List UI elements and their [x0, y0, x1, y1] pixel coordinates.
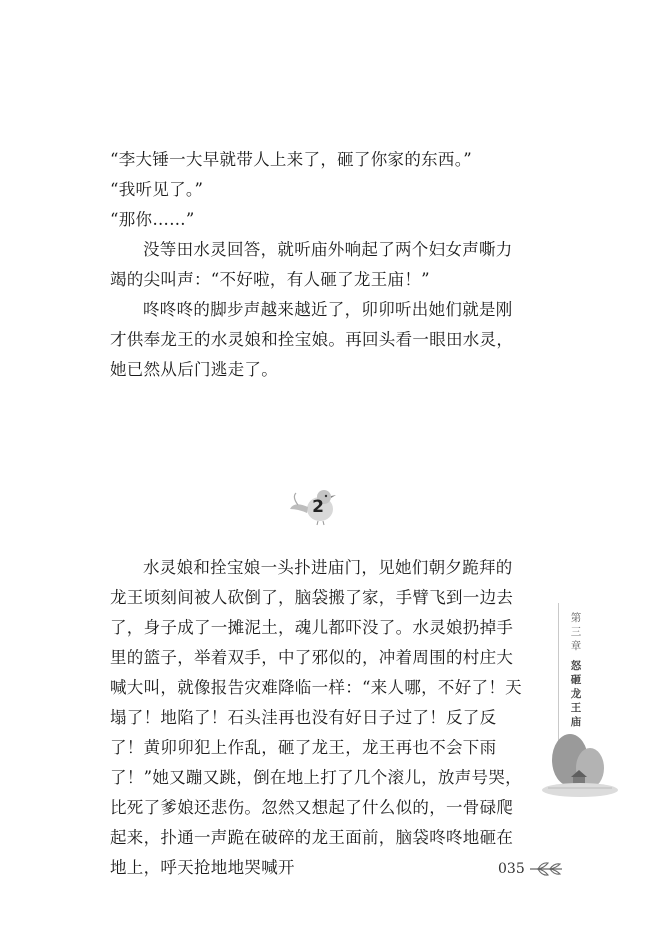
tree-house-illustration — [540, 730, 620, 802]
paragraph: “李大锤一大早就带人上来了，砸了你家的东西。” — [110, 150, 473, 169]
paragraph: “那你……” — [110, 210, 195, 229]
paragraph: 水灵娘和拴宝娘一头扑进庙门，见她们朝夕跪拜的龙王顷刻间被人砍倒了，脑袋搬了家，手臂飞到一边去了，身子成了一摊泥土，魂儿都吓没了。水灵娘扔掉手里的篮子，举着双手，中了邪似的，冲着周围的村庄大喊大叫，就像报告灾难降临一样：“来人哪，不好了！天塌了！地陷了！石头洼再也没有好日子过了！反了反了！黄卯卯犯上作乱，砸了龙王，龙王再也不会下雨了！”她又蹦又跳，倒在地上打了几个滚儿，放声号哭，比死了爹娘还悲伤。忽然又想起了什么似的，一骨碌爬起来，扑通一声跪在破碎的龙王面前，脑袋咚咚地砸在地上，呼天抢地地哭喊开 — [110, 558, 522, 877]
section-one-text — [110, 145, 528, 385]
paragraph: 没等田水灵回答，就听庙外响起了两个妇女声嘶力竭的尖叫声：“不好啦，有人砸了龙王庙！” — [110, 240, 513, 289]
section-two-text — [110, 553, 528, 883]
section-number: 2 — [312, 497, 324, 517]
chapter-title: 怒砸龙王庙 — [570, 660, 582, 728]
paragraph: “我听见了。” — [110, 180, 204, 199]
leaf-ornament-icon — [528, 860, 566, 878]
chapter-label: 第三章 — [570, 612, 582, 652]
paragraph: 咚咚咚的脚步声越来越近了，卯卯听出她们就是刚才供奉龙王的水灵娘和拴宝娘。再回头看一眼田水灵，她已然从后门逃走了。 — [110, 300, 514, 379]
page-number: 035 — [498, 861, 525, 877]
